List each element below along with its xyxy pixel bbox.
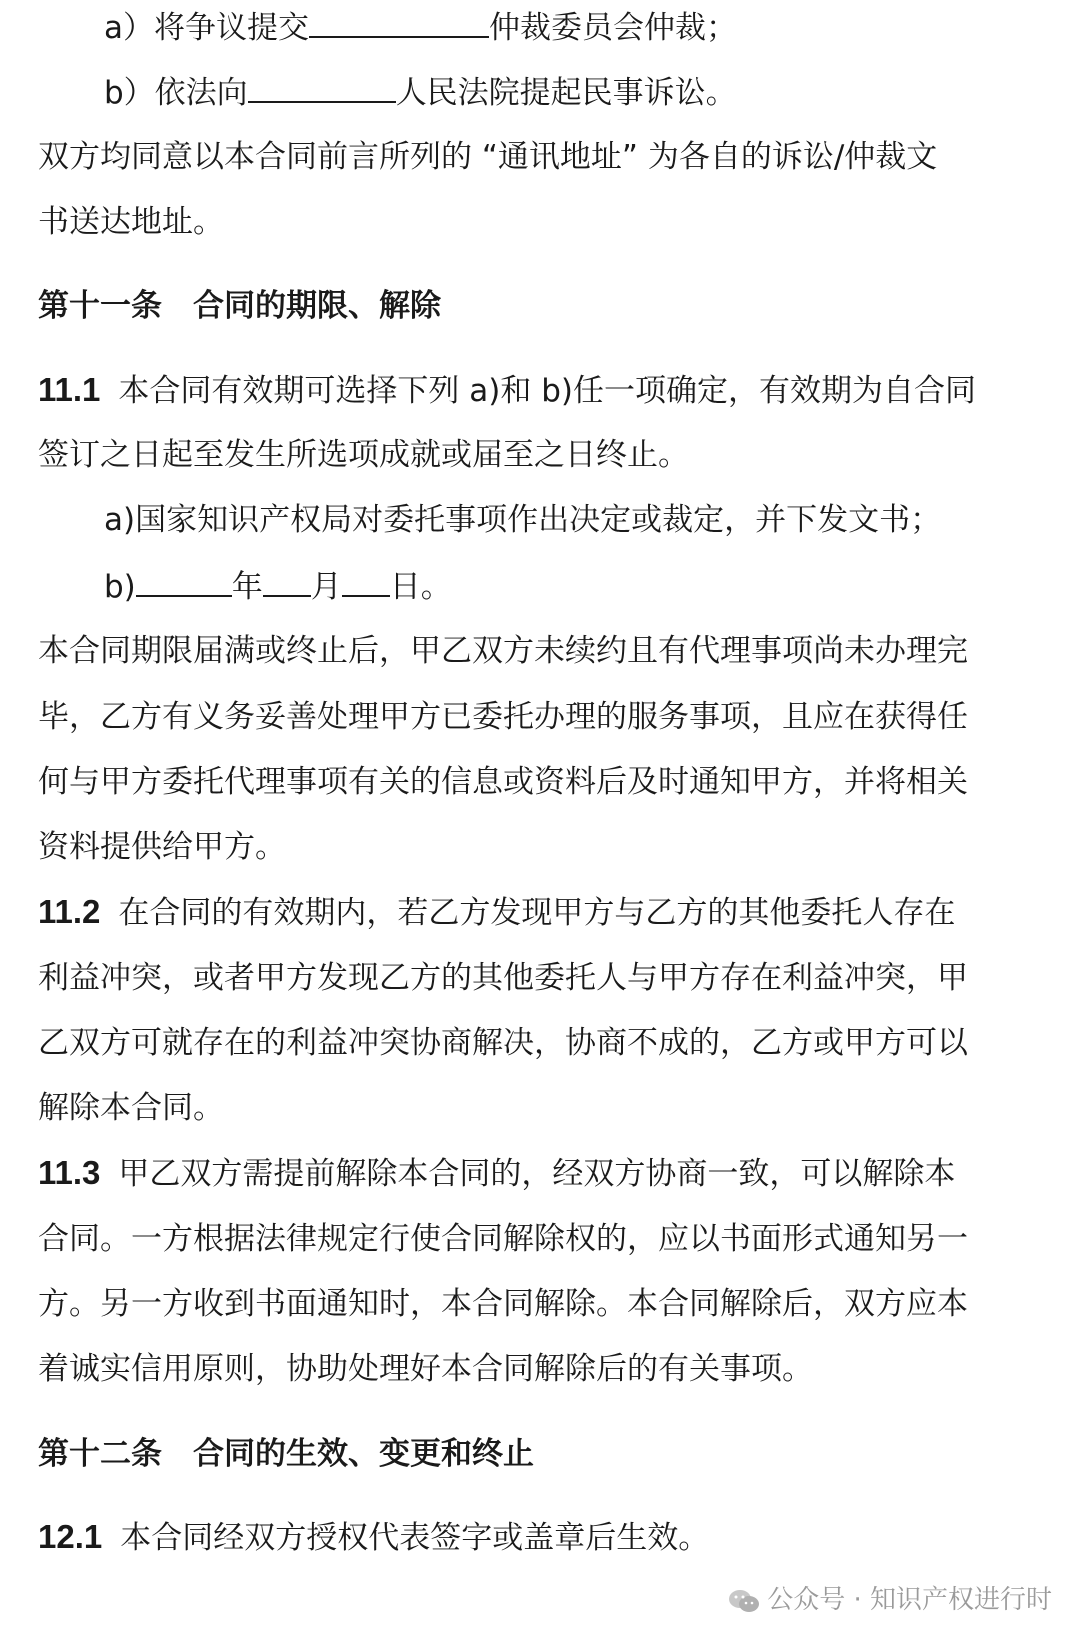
blank-court [248,71,396,103]
clause-11-3-line: 11.3 甲乙双方需提前解除本合同的，经双方协商一致，可以解除本 [38,1154,956,1192]
paragraph-line: 解除本合同。 [38,1090,224,1126]
clause-11-1-line: 11.1 本合同有效期可选择下列 a)和 b)任一项确定，有效期为自合同 [38,371,976,409]
paragraph-line: 乙双方可就存在的利益冲突协商解决，协商不成的，乙方或甲方可以 [38,1025,968,1061]
clause-11-1-option-b: b) 年 月 日。 [104,565,452,605]
clause-10-option-b: b）依法向 人民法院提起民事诉讼。 [104,71,737,111]
paragraph-line: 利益冲突，或者甲方发现乙方的其他委托人与甲方存在利益冲突，甲 [38,960,968,996]
paragraph-line: 本合同期限届满或终止后，甲乙双方未续约且有代理事项尚未办理完 [38,633,968,669]
watermark [727,1582,1052,1618]
paragraph-line: 签订之日起至发生所选项成就或届至之日终止。 [38,437,689,473]
clause-11-2-line: 11.2 在合同的有效期内，若乙方发现甲方与乙方的其他委托人存在 [38,893,956,931]
blank-year [136,565,232,597]
clause-number: 11.2 [38,893,101,930]
paragraph-line: 毕，乙方有义务妥善处理甲方已委托办理的服务事项，且应在获得任 [38,699,968,735]
paragraph-line: 方。另一方收到书面通知时，本合同解除。本合同解除后，双方应本 [38,1286,968,1322]
article-12-heading: 第十二条 合同的生效、变更和终止 [38,1436,534,1472]
paragraph-line: 双方均同意以本合同前言所列的 “通讯地址” 为各自的诉讼/仲裁文 [38,139,938,175]
paragraph-line: 资料提供给甲方。 [38,829,286,865]
clause-12-1-line: 12.1 本合同经双方授权代表签字或盖章后生效。 [38,1518,710,1556]
clause-number: 11.3 [38,1154,101,1191]
blank-arbitration-commission [309,6,489,38]
paragraph-line: 书送达地址。 [38,204,224,240]
clause-number: 11.1 [38,371,101,408]
paragraph-line: 着诚实信用原则，协助处理好本合同解除后的有关事项。 [38,1351,813,1387]
watermark-text: 公众号 · 知识产权进行时 [767,1585,1052,1615]
article-11-heading: 第十一条 合同的期限、解除 [38,288,441,324]
blank-month [263,565,311,597]
clause-11-1-option-a: a)国家知识产权局对委托事项作出决定或裁定，并下发文书； [104,502,942,538]
paragraph-line: 合同。一方根据法律规定行使合同解除权的，应以书面形式通知另一 [38,1221,968,1257]
paragraph-line: 何与甲方委托代理事项有关的信息或资料后及时通知甲方，并将相关 [38,764,968,800]
blank-day [342,565,390,597]
clause-number: 12.1 [38,1518,103,1555]
wechat-icon [727,1588,761,1614]
clause-10-option-a: a）将争议提交 仲裁委员会仲裁； [104,6,737,46]
